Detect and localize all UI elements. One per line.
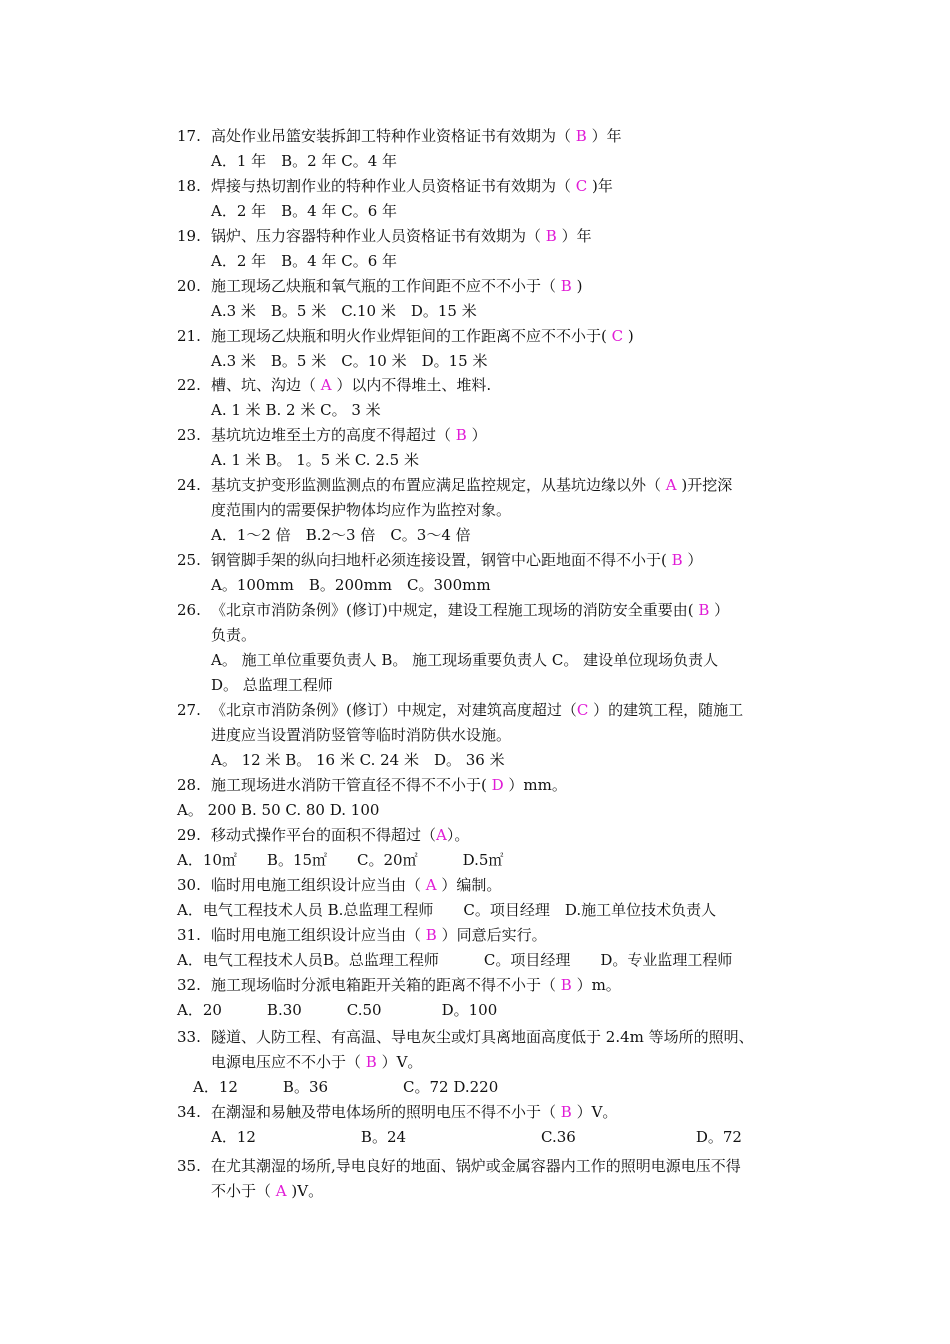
options-line: A.3 米 B。5 米 C.10 米 D。15 米 xyxy=(211,302,477,320)
question-number: 19. xyxy=(177,227,201,245)
question-number: 29. xyxy=(177,826,201,844)
question-text-pre: 基坑坑边堆至土方的高度不得超过（ xyxy=(211,426,456,444)
answer-letter: C xyxy=(611,327,624,345)
answer-letter: B xyxy=(560,277,572,295)
question-text-post: ） xyxy=(709,601,730,619)
question-text-post: ） xyxy=(682,551,703,569)
question-number: 27. xyxy=(177,701,201,719)
question-text-pre: 施工现场进水消防干管直径不得不不小于( xyxy=(211,776,492,794)
question-text xyxy=(211,875,501,895)
question-text xyxy=(211,725,511,745)
question-text-pre: 在潮湿和易触及带电体场所的照明电压不得不小于（ xyxy=(211,1103,561,1121)
answer-letter: B xyxy=(575,127,587,145)
question-text xyxy=(211,925,547,945)
question-text-post: ）m。 xyxy=(571,976,621,994)
question-text-post: ）年 xyxy=(556,227,592,245)
question-number: 20. xyxy=(177,277,201,295)
question-text xyxy=(211,475,732,495)
question-text xyxy=(211,625,256,645)
answer-letter: C xyxy=(575,177,588,195)
options-line: A．10㎡ B。15㎡ C。20㎡ D.5㎡ xyxy=(177,851,504,869)
question-number: 28. xyxy=(177,776,201,794)
question-text xyxy=(211,600,729,620)
question-text-post: )年 xyxy=(587,177,613,195)
question-text-pre: 钢管脚手架的纵向扫地杆必须连接设置，钢管中心距地面不得不小于( xyxy=(211,551,672,569)
question-text-post: ) xyxy=(623,327,634,345)
options-line: A．12 B。36 C。72 D.220 xyxy=(193,1078,499,1096)
question-number: 32. xyxy=(177,976,201,994)
answer-letter: B xyxy=(560,976,572,994)
question-text-post: ）编制。 xyxy=(436,876,502,894)
answer-letter: A xyxy=(425,876,437,894)
answer-letter: B xyxy=(455,426,467,444)
answer-letter: B xyxy=(425,926,437,944)
answer-letter: D xyxy=(491,776,504,794)
question-text-post: ）V。 xyxy=(376,1053,423,1071)
question-text-pre: 临时用电施工组织设计应当由（ xyxy=(211,876,426,894)
question-text xyxy=(211,226,592,246)
question-text-post: )开挖深 xyxy=(676,476,733,494)
question-text-post: ）V。 xyxy=(571,1103,618,1121)
question-text-pre: 移动式操作平台的面积不得超过（ xyxy=(211,826,437,844)
options-line: A．12 B。24 C.36 D。72 xyxy=(211,1128,742,1146)
options-line: A.3 米 B。5 米 C。10 米 D。15 米 xyxy=(211,352,488,370)
question-text xyxy=(211,1181,323,1201)
question-text-pre: 不小于（ xyxy=(211,1182,276,1200)
question-number: 22. xyxy=(177,376,201,394)
options-line: A. 1 米 B。 1。5 米 C. 2.5 米 xyxy=(211,451,419,469)
question-number: 30. xyxy=(177,876,201,894)
question-text xyxy=(211,1156,741,1176)
answer-letter: A xyxy=(436,826,447,844)
options-line: A．1～2 倍 B.2～3 倍 C。3～4 倍 xyxy=(211,526,471,544)
question-text-post: ）。 xyxy=(446,826,470,844)
answer-letter: A xyxy=(665,476,677,494)
question-text-post: ）年 xyxy=(586,127,622,145)
options-line: A．电气工程技术人员B。总监理工程师 C。项目经理 D。专业监理工程师 xyxy=(177,951,733,969)
options-line: A。 200 B. 50 C. 80 D. 100 xyxy=(177,801,380,819)
question-text-pre: 负责。 xyxy=(211,626,257,644)
options-line: A。 12 米 B。 16 米 C. 24 米 D。 36 米 xyxy=(211,751,505,769)
question-text xyxy=(211,1102,617,1122)
question-text xyxy=(211,700,743,720)
answer-letter: A xyxy=(320,376,332,394)
options-line: A．20 B.30 C.50 D。100 xyxy=(177,1001,498,1019)
question-text-pre: 度范围内的需要保护物体均应作为监控对象。 xyxy=(211,501,512,519)
answer-letter: B xyxy=(545,227,557,245)
options-line: A。 施工单位重要负责人 B。 施工现场重要负责人 C。 建设单位现场负责人 xyxy=(211,651,719,669)
options-line: A．2 年 B。4 年 C。6 年 xyxy=(211,252,398,270)
question-text xyxy=(211,326,634,346)
question-text-pre: 施工现场临时分派电箱距开关箱的距离不得不小于（ xyxy=(211,976,561,994)
question-text xyxy=(211,176,613,196)
question-number: 25. xyxy=(177,551,201,569)
question-text-pre: 槽、坑、沟边（ xyxy=(211,376,321,394)
answer-letter: C xyxy=(576,701,589,719)
question-text xyxy=(211,1027,754,1047)
options-line: A。100mm B。200mm C。300mm xyxy=(211,576,491,594)
question-text-pre: 基坑支护变形监测监测点的布置应满足监控规定，从基坑边缘以外（ xyxy=(211,476,666,494)
question-number: 23. xyxy=(177,426,201,444)
options-line: A. 1 米 B. 2 米 C。 3 米 xyxy=(211,401,381,419)
question-text xyxy=(211,276,582,296)
question-text xyxy=(211,425,487,445)
question-text-pre: 隧道、人防工程、有高温、导电灰尘或灯具离地面高度低于 2.4m 等场所的照明、 xyxy=(211,1028,754,1046)
answer-letter: B xyxy=(698,601,710,619)
question-text xyxy=(211,975,621,995)
question-text xyxy=(211,550,702,570)
question-text-pre: 在尤其潮湿的场所,导电良好的地面、锅炉或金属容器内工作的照明电源电压不得 xyxy=(211,1157,741,1175)
options-line: D。 总监理工程师 xyxy=(211,676,333,694)
question-number: 17. xyxy=(177,127,201,145)
answer-letter: B xyxy=(365,1053,377,1071)
question-text-pre: 施工现场乙炔瓶和明火作业焊钜间的工作距离不应不不小于( xyxy=(211,327,612,345)
question-number: 24. xyxy=(177,476,201,494)
question-number: 33. xyxy=(177,1028,201,1046)
question-number: 26. xyxy=(177,601,201,619)
answer-letter: A xyxy=(275,1182,287,1200)
question-text xyxy=(211,126,622,146)
question-number: 18. xyxy=(177,177,201,195)
question-text-post: ） xyxy=(466,426,487,444)
question-text-pre: 施工现场乙炔瓶和氧气瓶的工作间距不应不不小于（ xyxy=(211,277,561,295)
question-text xyxy=(211,375,491,395)
question-text-pre: 锅炉、压力容器特种作业人员资格证书有效期为（ xyxy=(211,227,546,245)
question-number: 31. xyxy=(177,926,201,944)
question-text-pre: 进度应当设置消防竖管等临时消防供水设施。 xyxy=(211,726,512,744)
question-text-post: ）以内不得堆土、堆料. xyxy=(331,376,492,394)
question-text-pre: 《北京市消防条例》(修订)中规定，建设工程施工现场的消防安全重要由( xyxy=(211,601,699,619)
answer-letter: B xyxy=(671,551,683,569)
question-text-post: ）同意后实行。 xyxy=(436,926,547,944)
question-text-pre: 高处作业吊篮安装拆卸工特种作业资格证书有效期为（ xyxy=(211,127,576,145)
question-text-post: ) xyxy=(571,277,583,295)
question-text-pre: 《北京市消防条例》(修订）中规定，对建筑高度超过（ xyxy=(211,701,577,719)
question-text xyxy=(211,1052,422,1072)
question-text xyxy=(211,500,511,520)
question-text-post: ）mm。 xyxy=(503,776,567,794)
question-text-post: ）的建筑工程，随施工 xyxy=(588,701,744,719)
question-text-pre: 焊接与热切割作业的特种作业人员资格证书有效期为（ xyxy=(211,177,576,195)
question-number: 35. xyxy=(177,1157,201,1175)
question-text-post: )V。 xyxy=(286,1182,324,1200)
question-text-pre: 临时用电施工组织设计应当由（ xyxy=(211,926,426,944)
question-text xyxy=(211,825,469,845)
options-line: A．1 年 B。2 年 C。4 年 xyxy=(211,152,398,170)
options-line: A．2 年 B。4 年 C。6 年 xyxy=(211,202,398,220)
question-number: 34. xyxy=(177,1103,201,1121)
question-text xyxy=(211,775,567,795)
answer-letter: B xyxy=(560,1103,572,1121)
options-line: A．电气工程技术人员 B.总监理工程师 C。项目经理 D.施工单位技术负责人 xyxy=(177,901,717,919)
question-number: 21. xyxy=(177,327,201,345)
question-text-pre: 电源电压应不不小于（ xyxy=(211,1053,366,1071)
